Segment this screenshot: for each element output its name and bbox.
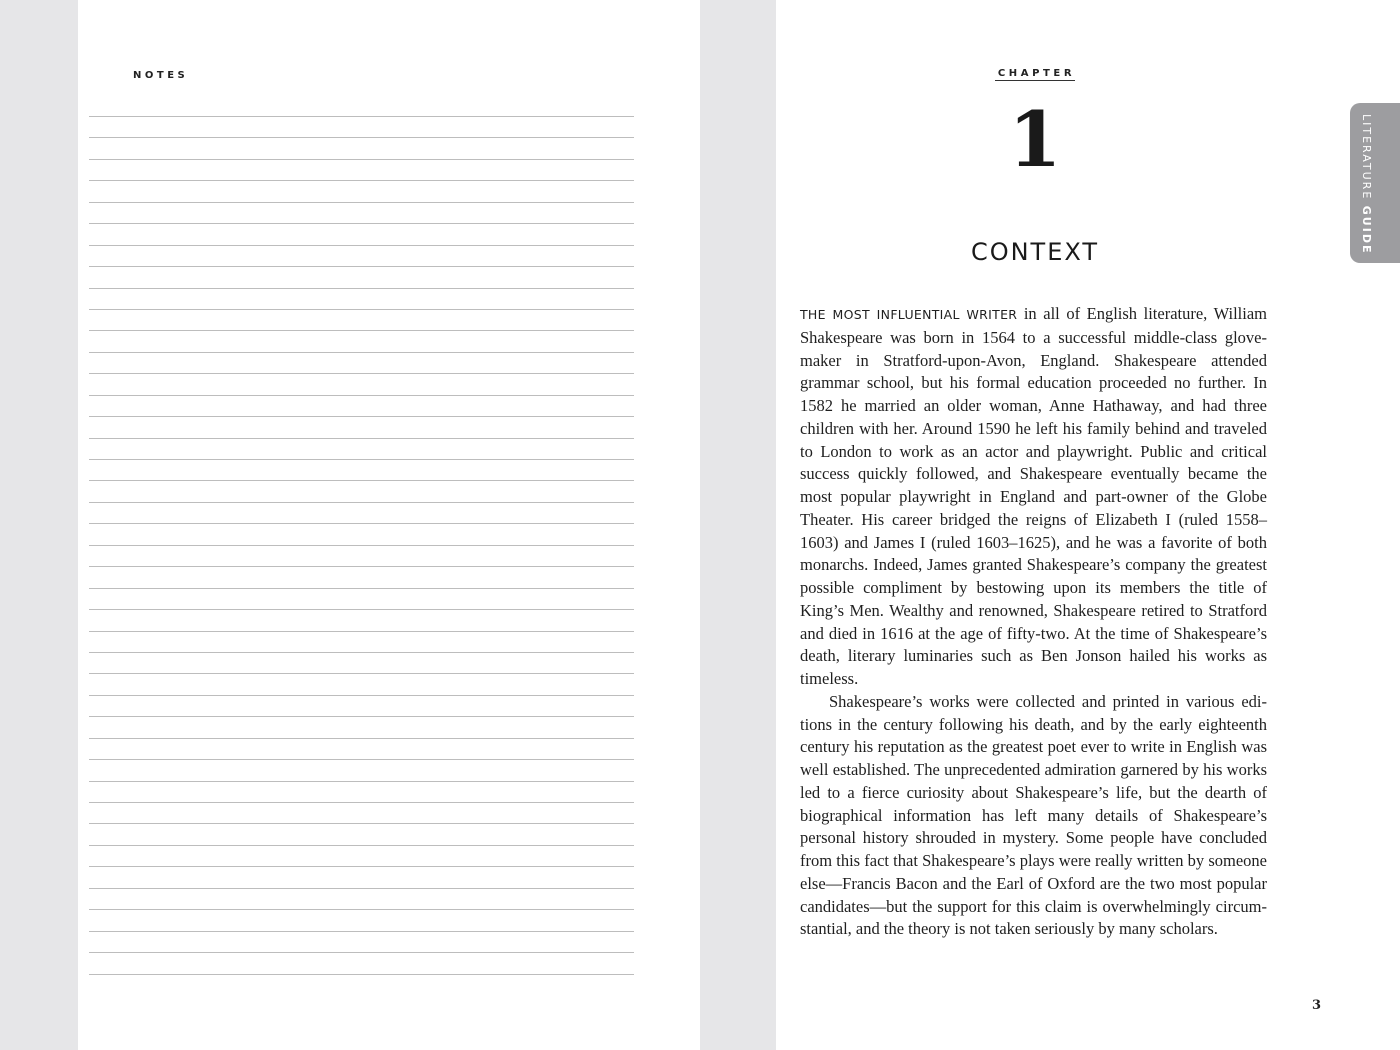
section-side-tab [1350,103,1400,263]
ruled-line [89,202,634,223]
ruled-line [89,609,634,630]
ruled-line [89,266,634,287]
ruled-line [89,652,634,673]
paragraph-1-text: in all of English literature, William Shakespeare was born in 1564 to a successful middle-class glovemaker in Stratford-upon-Avon, England. Shakespeare attended grammar school, but his formal education proceeded no further. In 1582 he married an older woman, Anne Hathaway, and had three children with her. Around 1590 he left his family behind and traveled to London to work as an actor and playwright. Public and critical success quickly followed, and Shakespeare eventually became the most popular playwright in England and part-owner of the Globe Theater. His career bridged the reigns of Elizabeth I (ruled 1558–1603) and James I (ruled 1603–1625), and he was a favorite of both monarchs. Indeed, James granted Shakespeare’s company the greatest possible compliment by bestowing upon its members the title of King’s Men. Wealthy and renowned, Shakespeare retired to Stratford and died in 1616 at the age of fifty-two. At the time of Shakespeare’s death, literary luminaries such as Ben Jonson hailed his works as timeless. [800,304,1267,688]
ruled-line [89,352,634,373]
ruled-line [89,330,634,351]
ruled-line [89,309,634,330]
ruled-line [89,866,634,887]
ruled-line [89,974,634,975]
ruled-lines [89,116,634,975]
ruled-line [89,695,634,716]
ruled-line [89,502,634,523]
ruled-line [89,845,634,866]
ruled-line [89,781,634,802]
ruled-line [89,137,634,158]
ruled-line [89,931,634,952]
chapter-label [776,68,1294,81]
ruled-line [89,223,634,244]
ruled-line [89,823,634,844]
ruled-line [89,716,634,737]
body-text [800,303,1267,941]
ruled-line [89,395,634,416]
side-tab-label-bold: GUIDE [1360,205,1373,255]
ruled-line [89,523,634,544]
ruled-line [89,888,634,909]
chapter-number: 1 [1008,95,1062,184]
ruled-line [89,759,634,780]
ruled-line [89,159,634,180]
ruled-line [89,288,634,309]
ruled-line [89,545,634,566]
side-tab-label-light: LITERATURE [1360,114,1373,201]
ruled-line [89,631,634,652]
ruled-line [89,802,634,823]
lead-in: THE MOST INFLUENTIAL WRITER [800,307,1018,322]
ruled-line [89,416,634,437]
ruled-line [89,738,634,759]
paragraph-2: Shakespeare’s works were collected and printed in various editions in the century following his death, and by the early eighteenth century his reputation as the greatest poet ever to write in English was well established. The unprecedented admiration garnered by his works led to a fierce curiosity about Shakespeare’s life, but the dearth of biographical information has left many details of Shakespeare’s personal history shrouded in mystery. Some people have concluded from this fact that Shakespeare’s plays were really written by someone else—Francis Bacon and the Earl of Oxford are the two most popular candidates—but the support for this claim is overwhelmingly circumstantial, and the theory is not taken seriously by many scholars. [800,691,1267,939]
ruled-line [89,180,634,201]
ruled-line [89,909,634,930]
notes-heading: NOTES [133,70,189,81]
notes-page [78,0,700,1050]
chapter-page [776,0,1400,1050]
ruled-line [89,245,634,266]
side-tab-label [1360,114,1373,254]
ruled-line [89,566,634,587]
ruled-line [89,438,634,459]
ruled-line [89,116,634,137]
section-title: CONTEXT [970,238,1100,266]
ruled-line [89,673,634,694]
paragraph-1 [800,303,1267,691]
chapter-label-text: CHAPTER [995,68,1075,81]
ruled-line [89,952,634,973]
page-number: 3 [1312,998,1322,1013]
ruled-line [89,480,634,501]
ruled-line [89,588,634,609]
ruled-line [89,459,634,480]
ruled-line [89,373,634,394]
